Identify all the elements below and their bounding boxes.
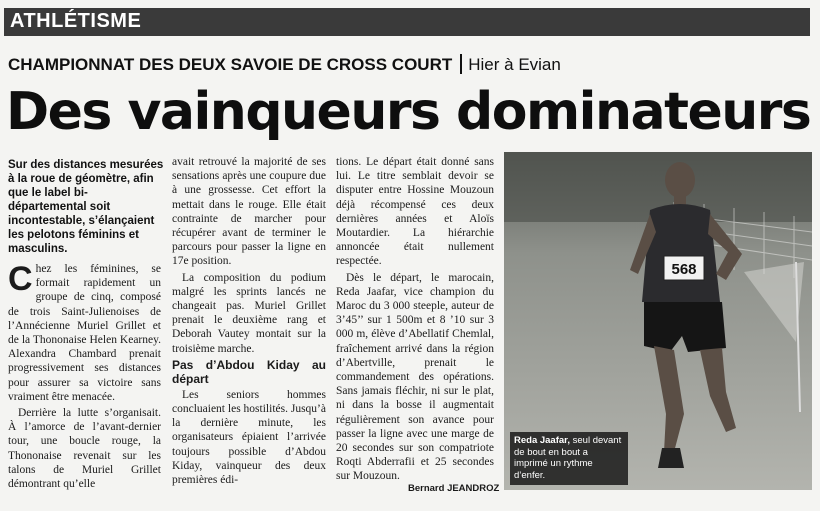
article-column-3 (336, 155, 494, 486)
drop-cap: C (8, 260, 33, 298)
kicker-event: CHAMPIONNAT DES DEUX SAVOIE DE CROSS COURT (8, 55, 453, 74)
headline: Des vainqueurs dominateurs (6, 82, 811, 142)
kicker-place: Hier à Evian (468, 55, 561, 74)
paragraph: Les seniors hommes concluaient les hostilités. Jusqu’à la dernière minute, les organisateurs épiaient l’arrivée toujours possible d’Abdou Kiday, vainqueur des deux premières édi- (172, 388, 326, 487)
section-rubric: ATHLÉTISME (10, 10, 142, 32)
article-column-2 (172, 155, 326, 489)
paragraph: avait retrouvé la majorité de ses sensations après une coupure due à une grossesse. Cet effort la mettait dans le rouge. Elle était contrainte de marcher pour récupérer avant de terminer le parcours pour passer la ligne en 17e position. (172, 156, 326, 268)
caption-text: seul devant de bout en bout a imprimé un rythme d’enfer. (514, 435, 622, 481)
paragraph: Derrière la lutte s’organisait. À l’amorce de l’avant-dernier tour, une boucle rouge, la Thononaise revenait sur les talons de Muriel Grillet démontrant qu’elle (8, 407, 161, 491)
lede: Sur des distances mesurées à la roue de géomètre, afin que le label bi-départemental soit incontestable, s’élançaient les pelotons féminins et masculins. (8, 159, 164, 255)
subheading: Pas d’Abdou Kiday au départ (172, 357, 326, 386)
paragraph: Dès le départ, le marocain, Reda Jaafar, vice champion du Maroc du 3 000 steeple, auteur de 3’45’’ sur 1 500m et 8 ’10 sur 3 000 m, élève d’Abellatif Chemlal, fraîchement arrivé dans la région d’Abertville, prenait le commandement des opérations. Sans jamais fléchir, ni sur le plat, ni dans la bosse il augmentait régulièrement son avance pour passer la ligne avec une marge de 20 secondes sur son compatriote Roqti Abderrafii et 25 secondes sur Mouzoun. (336, 271, 494, 483)
paragraph: tions. Le départ était donné sans lui. Le titre semblait devoir se disputer entre Hossine Mouzoun déjà récompensé ces deux dernières années et Aloïs Moutardier. La hiérarchie annoncée était nullement respectée. (336, 156, 494, 268)
photo-caption (510, 432, 628, 485)
paragraph: La composition du podium malgré les sprints lancés ne changeait pas. Muriel Grillet prenait le deuxième rang et Deborah Vautey montait sur la troisième marche. (172, 271, 326, 355)
byline: Bernard JEANDROZ (408, 483, 500, 494)
kicker (8, 54, 561, 75)
kicker-separator (460, 54, 462, 74)
bib-number: 568 (671, 261, 697, 278)
caption-name: Reda Jaafar, (514, 435, 570, 446)
rubric-bar (4, 8, 810, 36)
article-column-1 (8, 262, 161, 493)
paragraph: Chez les féminines, se formait rapidement un groupe de cinq, composé de trois Saint-Julienoises de l’Annécienne Muriel Grillet et de la Thononaise Helen Kearney. Alexandra Chambard prenait progressivement ses distances pour assurer sa victoire sans vraiment être menacée. (8, 260, 161, 403)
